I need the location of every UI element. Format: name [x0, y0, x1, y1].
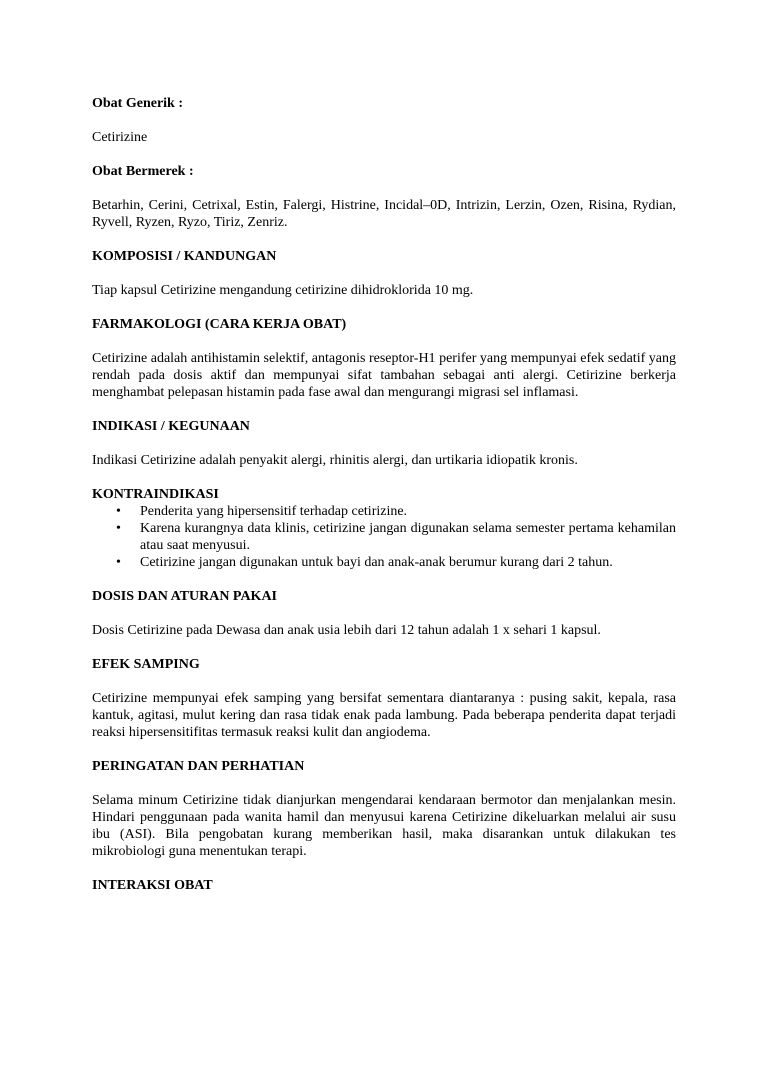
- generic-value: Cetirizine: [92, 130, 148, 145]
- komposisi-heading: KOMPOSISI / KANDUNGAN: [92, 249, 277, 264]
- list-item: [92, 554, 676, 571]
- list-item-text: Penderita yang hipersensitif terhadap cetirizine.: [140, 504, 408, 519]
- kontraindikasi-list: [92, 503, 676, 571]
- list-item: [92, 503, 676, 520]
- indikasi-text: Indikasi Cetirizine adalah penyakit alergi, rhinitis alergi, dan urtikaria idiopatik kronis.: [92, 453, 578, 468]
- document-page: [92, 95, 676, 894]
- efek-samping-heading: EFEK SAMPING: [92, 657, 200, 672]
- efek-samping-text: Cetirizine mempunyai efek samping yang bersifat sementara diantaranya : pusing sakit, kepala, rasa kantuk, agitasi, mulut kering dan rasa tidak enak pada lambung. Pada beberapa penderita dapat terjadi reaksi hipersensitifitas termasuk reaksi kulit dan angiodema.: [92, 691, 676, 740]
- indikasi-heading: INDIKASI / KEGUNAAN: [92, 419, 250, 434]
- dosis-heading: DOSIS DAN ATURAN PAKAI: [92, 589, 278, 604]
- list-item-text: Cetirizine jangan digunakan untuk bayi dan anak-anak berumur kurang dari 2 tahun.: [140, 555, 613, 570]
- farmakologi-heading: FARMAKOLOGI (CARA KERJA OBAT): [92, 317, 347, 332]
- brand-value: Betarhin, Cerini, Cetrixal, Estin, Falergi, Histrine, Incidal–0D, Intrizin, Lerzin, Ozen, Risina, Rydian, Ryvell, Ryzen, Ryzo, Tiriz, Zenriz.: [92, 198, 676, 230]
- peringatan-text: Selama minum Cetirizine tidak dianjurkan mengendarai kendaraan bermotor dan menjalankan mesin. Hindari penggunaan pada wanita hamil dan menyusui karena Cetirizine dikeluarkan melalui air susu ibu (ASI). Bila pengobatan kurang memberikan hasil, maka disarankan untuk dilakukan tes mikrobiologi guna menentukan terapi.: [92, 793, 676, 859]
- generic-heading: Obat Generik :: [92, 96, 183, 111]
- bullet-icon: •: [116, 555, 121, 570]
- farmakologi-text: Cetirizine adalah antihistamin selektif, antagonis reseptor-H1 perifer yang mempunyai efek sedatif yang rendah pada dosis aktif dan mempunyai sifat tambahan sebagai anti alergi. Cetirizine berkerja menghambat pelepasan histamin pada fase awal dan mengurangi migrasi sel inflamasi.: [92, 351, 676, 400]
- komposisi-text: Tiap kapsul Cetirizine mengandung cetirizine dihidroklorida 10 mg.: [92, 283, 474, 298]
- brand-heading: Obat Bermerek :: [92, 164, 194, 179]
- kontraindikasi-heading: KONTRAINDIKASI: [92, 487, 219, 502]
- dosis-text: Dosis Cetirizine pada Dewasa dan anak usia lebih dari 12 tahun adalah 1 x sehari 1 kapsul.: [92, 623, 601, 638]
- peringatan-heading: PERINGATAN DAN PERHATIAN: [92, 759, 305, 774]
- bullet-icon: •: [116, 521, 121, 536]
- list-item-text: Karena kurangnya data klinis, cetirizine jangan digunakan selama semester pertama kehamilan atau saat menyusui.: [140, 521, 676, 553]
- interaksi-heading: INTERAKSI OBAT: [92, 878, 213, 893]
- bullet-icon: •: [116, 504, 121, 519]
- list-item: [92, 520, 676, 554]
